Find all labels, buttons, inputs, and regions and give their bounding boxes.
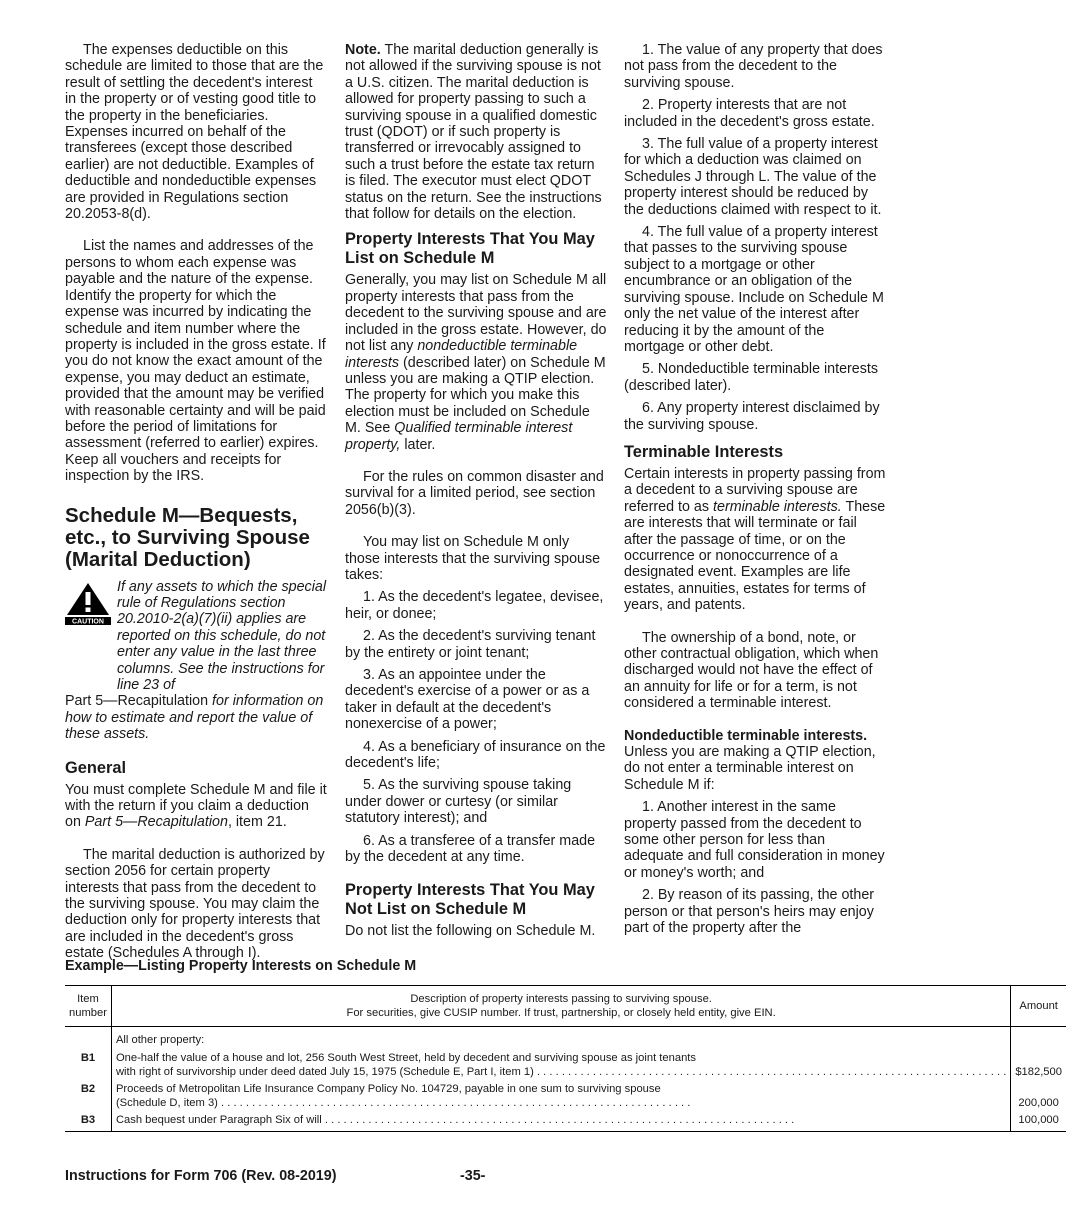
- row-description: Cash bequest under Paragraph Six of will . . .: [116, 1114, 794, 1126]
- list-item: 6. As a transferee of a transfer made by the decedent at any time.: [345, 832, 596, 866]
- interests-taken-paragraph: You may list on Schedule M only those interests that the surviving spouse takes:: [345, 534, 601, 583]
- row-amount: 100,000: [1011, 1110, 1066, 1132]
- caution-block: [65, 579, 327, 694]
- example-title: Example—Listing Property Interests on Schedule M: [65, 958, 417, 974]
- list-item: 5. As the surviving spouse taking under dower or curtesy (or similar statutory interest); and: [345, 777, 572, 827]
- terminable-interests-heading: Terminable Interests: [624, 442, 784, 461]
- amount-header: Amount: [1011, 986, 1066, 1027]
- list-item: 2. As the decedent's surviving tenant by the entirety or joint tenant;: [345, 628, 596, 661]
- table-row: [65, 1027, 1066, 1048]
- row-item: B2: [65, 1079, 111, 1110]
- may-list-paragraph: Generally, you may list on Schedule M all property interests that pass from the decedent to the surviving spouse and are included in the gross estate. However, do not list any nondeductible terminable interests (described later) on Schedule M unless you are making a QTIP election. The property for which you make this election must be included on Schedule M. See Qualified terminable interest property, later.: [345, 272, 607, 453]
- list-item: 4. The full value of a property interest that passes to the surviving spouse subject to a mortgage or other encumbrance or an obligation of the surviving spouse. Include on Schedule M only the net value of the interest after reducing it by the amount of the mortgage or other debt.: [624, 224, 884, 355]
- marital-deduction-paragraph: The marital deduction is authorized by section 2056 for certain property interests that pass from the decedent to the surviving spouse. You may claim the deduction only for property interests that are included in the decedent's gross estate (Schedules A through I).: [65, 846, 325, 962]
- row-amount: 200,000: [1011, 1079, 1066, 1110]
- may-not-list-paragraph: Do not list the following on Schedule M.: [345, 923, 596, 940]
- table-header-row: [65, 986, 1066, 1027]
- list-item: 1. Another interest in the same property passed from the decedent to some other person for less than adequate and full consideration in money or money's worth; and: [624, 799, 885, 881]
- may-not-list-heading: Property Interests That You May Not List on Schedule M: [345, 881, 595, 919]
- row-description: One-half the value of a house and lot, 256 South West Street, held by decedent and surviving spouse as joint tenants: [115, 1052, 696, 1064]
- item-number-header: Item number: [65, 986, 111, 1027]
- row-amount: $182,500: [1011, 1047, 1066, 1079]
- nondeductible-paragraph: Nondeductible terminable interests. Unless you are making a QTIP election, do not enter a terminable interest on Schedule M if:: [624, 727, 876, 793]
- caution-continuation: Part 5—Recapitulation for information on how to estimate and report the value of these assets.: [65, 693, 324, 743]
- note-paragraph: Note. The marital deduction generally is not allowed if the surviving spouse is not a U.S. citizen. The marital deduction is allowed for property passing to such a surviving spouse in a qualified domestic trust (QDOT) or if such property is transferred or irrevocably assigned to such a trust before the estate tax return is filed. The executor must elect QDOT status on the return. See the instructions that follow for details on the election.: [345, 42, 602, 223]
- row-item: B1: [65, 1047, 111, 1079]
- list-item: 2. Property interests that are not included in the decedent's gross estate.: [624, 97, 875, 130]
- general-heading: General: [65, 758, 127, 777]
- column-1: [65, 42, 327, 962]
- schedule-m-heading: Schedule M—Bequests, etc., to Surviving Spouse (Marital Deduction): [65, 503, 310, 571]
- may-list-heading: Property Interests That You May List on Schedule M: [345, 230, 595, 268]
- page-number: -35-: [460, 1168, 486, 1184]
- caution-icon: [65, 581, 111, 629]
- list-item: 1. The value of any property that does not pass from the decedent to the surviving spouse.: [624, 42, 883, 91]
- column-3: [624, 42, 886, 937]
- list-item: 3. The full value of a property interest for which a deduction was claimed on Schedules J through L. The value of the property interest should be reduced by the deductions claimed with respect to it.: [624, 136, 882, 218]
- list-names-paragraph: List the names and addresses of the persons to whom each expense was payable and the nature of the expense. Identify the property for which the expense was incurred by indicating the schedule and item number where the property is included in the gross estate. If you do not know the exact amount of the expense, you may deduct an estimate, provided that the amount may be verified with reasonable certainty and will be paid before the period of limitations for assessment (referred to earlier) expires. Keep all vouchers and receipts for inspection by the IRS.: [65, 238, 326, 485]
- example-table: [65, 985, 1066, 1132]
- list-item: 1. As the decedent's legatee, devisee, heir, or donee;: [345, 589, 604, 622]
- svg-text:CAUTION: CAUTION: [72, 618, 104, 626]
- table-row: B1 One-half the value of a house and lot, 256 South West Street, held by decedent and surviving spouse as joint tenants with right of survivorship under deed dated July 15, 1975 (Schedule E, Part I, item 1) . . . $182,500: [65, 1047, 1066, 1079]
- list-item: 4. As a beneficiary of insurance on the decedent's life;: [345, 738, 606, 772]
- row-description: Proceeds of Metropolitan Life Insurance Company Policy No. 104729, payable in one sum to surviving spouse: [115, 1083, 661, 1095]
- ownership-paragraph: The ownership of a bond, note, or other contractual obligation, which when discharged would not have the effect of an annuity for life or for a term, is not considered a terminable interest.: [624, 629, 879, 712]
- column-2: [345, 42, 607, 940]
- common-disaster-paragraph: For the rules on common disaster and survival for a limited period, see section 2056(b)(3).: [345, 468, 604, 518]
- expenses-paragraph: The expenses deductible on this schedule are limited to those that are the result of settling the decedent's interest in the property or of vesting good title to the property in the beneficiaries. Expenses incurred on behalf of the transferees (except those described earlier) are not deductible. Examples of deductible and nondeductible expenses are provided in Regulations section 20.2053-8(d).: [65, 42, 324, 223]
- table-row: [65, 1110, 1066, 1132]
- list-item: 6. Any property interest disclaimed by the surviving spouse.: [624, 400, 880, 433]
- list-item: 2. By reason of its passing, the other person or that person's heirs may enjoy part of the property after the: [624, 887, 875, 937]
- row-item: B3: [65, 1110, 111, 1132]
- general-paragraph: You must complete Schedule M and file it with the return if you claim a deduction on Part 5—Recapitulation, item 21.: [65, 781, 327, 831]
- footer-form-title: Instructions for Form 706 (Rev. 08-2019): [65, 1168, 337, 1184]
- all-other-label: All other property:: [115, 1034, 205, 1046]
- terminable-interests-paragraph: Certain interests in property passing from a decedent to a surviving spouse are referred to as terminable interests. These are interests that will terminate or fail after the passage of time, or on the occurrence or nonoccurrence of a designated event. Examples are life estates, annuities, estates for terms of years, and patents.: [624, 465, 886, 614]
- list-item: 5. Nondeductible terminable interests (described later).: [624, 361, 879, 394]
- description-header: Description of property interests passing to surviving spouse. For securities, give CUSIP number. If trust, partnership, or closely held entity, give EIN.: [111, 986, 1010, 1027]
- list-item: 3. As an appointee under the decedent's exercise of a power or as a taker in default at the decedent's nonexercise of a power;: [345, 667, 590, 733]
- table-row: B2 Proceeds of Metropolitan Life Insurance Company Policy No. 104729, payable in one sum to surviving spouse (Schedule D, item 3) . . . 200,000: [65, 1079, 1066, 1110]
- caution-text: If any assets to which the special rule of Regulations section 20.2010-2(a)(7)(ii) applies are reported on this schedule, do not enter any value in the last three columns. See the instructions for line 23 of: [117, 578, 327, 693]
